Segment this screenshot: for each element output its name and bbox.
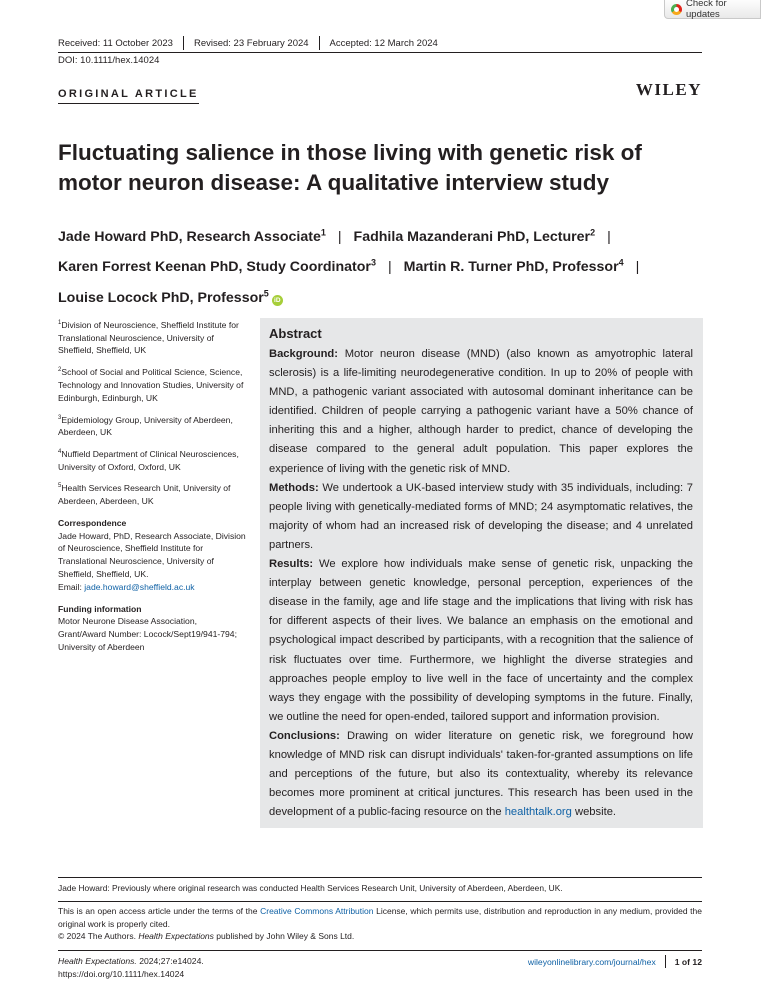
author-list: Jade Howard PhD, Research Associate$^1$ | Fadhila Mazanderani PhD, Lecturer$^2$ | Karen Forrest Keenan PhD, Study Coordinator$^3$ | Martin R. Turner PhD, Professor$^4$ | Louise Locock PhD, Professor$^5$iD xyxy=(58,227,640,307)
left-column xyxy=(58,317,246,654)
correspondence-text: Jade Howard, PhD, Research Associate, Division of Neuroscience, Sheffield Institute for Translational Neuroscience, University of Sheffield, Sheffield, UK. xyxy=(58,530,246,580)
abstract-conclusions: Conclusions: Drawing on wider literature on genetic risk, we foreground how knowledge of MND risk can disrupt individuals' taken-for-granted assumptions on life and perceptions of the future, but also its contextuality, whereby its relevance becomes more prominent at critical junctures. This research has been used in the development of a public-facing resource on the healthtalk.org website. xyxy=(269,729,694,819)
check-for-updates-label: Check for updates xyxy=(686,0,727,20)
affiliation: $^4$Nuffield Department of Clinical Neurosciences, University of Oxford, Oxford, UK xyxy=(58,448,239,472)
header-rule xyxy=(58,52,702,53)
revised-date: Revised: 23 February 2024 xyxy=(193,37,309,49)
affiliation: $^2$School of Social and Political Science, Science, Technology and Innovation Studies, University of Edinburgh, Edinburgh, UK xyxy=(58,367,244,403)
affiliation: $^3$Epidemiology Group, University of Aberdeen, Aberdeen, UK xyxy=(58,414,233,438)
license-text: This is an open access article under the terms of the Creative Commons Attribution License, which permits use, distribution and reproduction in any medium, provided the original work is properly cited. © 2024 The Authors. Health Expectations published by John Wiley & Sons Ltd. xyxy=(58,906,702,941)
correspondence-label: Correspondence xyxy=(58,517,127,528)
abstract-methods: Methods: We undertook a UK-based interview study with 35 individuals, including: 7 people living with genetically-mediated forms of MND; 24 asymptomatic relatives, the majority of whom had an increased risk of developing the disease; and 4 unrelated partners. xyxy=(269,481,694,551)
funding-label: Funding information xyxy=(58,603,142,614)
author: Fadhila Mazanderani PhD, Lecturer$^2$ xyxy=(353,227,596,245)
copyright: © 2024 The Authors. Health Expectations published by John Wiley & Sons Ltd. xyxy=(58,931,355,941)
article-dates xyxy=(58,36,438,50)
author: Karen Forrest Keenan PhD, Study Coordinator$^3$ xyxy=(58,257,376,276)
divider xyxy=(665,955,666,968)
healthtalk-link[interactable]: healthtalk.org xyxy=(504,806,572,819)
publisher-logo: WILEY xyxy=(635,80,702,99)
article-type: ORIGINAL ARTICLE xyxy=(58,88,199,104)
orcid-icon[interactable]: iD xyxy=(272,295,283,306)
correspondence-email: Email: jade.howard@sheffield.ac.uk xyxy=(58,581,195,592)
footer-doi-link[interactable]: https://doi.org/10.1111/hex.14024 xyxy=(58,969,185,979)
check-for-updates-button[interactable] xyxy=(664,0,761,19)
crossmark-icon xyxy=(671,4,682,15)
footer-right xyxy=(528,955,702,968)
abstract-heading: Abstract xyxy=(269,326,322,341)
cc-license-link[interactable]: Creative Commons Attribution xyxy=(260,906,374,916)
license-rule xyxy=(58,901,702,902)
footer-citation: Health Expectations. 2024;27:e14024. https://doi.org/10.1111/hex.14024 xyxy=(58,956,204,979)
affiliation: $^1$Division of Neuroscience, Sheffield Institute for Translational Neuroscience, University of Sheffield, Sheffield, UK xyxy=(58,319,239,356)
abstract-results: Results: We explore how individuals make sense of genetic risk, unpacking the interplay between genetic knowledge, personal perception, experiences of the disease in the family, age and life stage and the implications that living with risk has for different aspects of their lives. We balance an emphasis on the emotional and psychological impact described by participants, with a recognition that the salience of risk fluctuates over time. Furthermore, we highlight the diverse strategies and approaches people employ to live well in the face of uncertainty and the complex ways they engage with the possibility of developing symptoms in the future. Finally, we outline the need for open-ended, tailored support and information provision. xyxy=(269,558,694,723)
author: Louise Locock PhD, Professor$^5$ xyxy=(58,288,269,307)
author: Jade Howard PhD, Research Associate$^1$ xyxy=(58,227,326,245)
author: Martin R. Turner PhD, Professor$^4$ xyxy=(403,257,624,276)
abstract-background: Background: Motor neuron disease (MND) (also known as amyotrophic lateral sclerosis) is a life-limiting neurodegenerative condition. In up to 20% of people with MND, a pathogenic variant associated with autosomal dominant inheritance can be identified. Children of people carrying a pathogenic variant have a 50% chance of inheriting this and a higher, although harder to predict, chance of developing the disease compared to the general adult population. This paper explores the experience of living with the genetic risk of MND. xyxy=(269,348,693,475)
accepted-date: Accepted: 12 March 2024 xyxy=(329,37,438,49)
author-footnote: Jade Howard: Previously where original research was conducted Health Services Research Unit, University of Aberdeen, Aberdeen, UK. xyxy=(58,883,563,893)
divider xyxy=(319,36,320,50)
abstract-box xyxy=(260,318,703,828)
footer-rule xyxy=(58,950,702,951)
divider xyxy=(183,36,184,50)
email-link[interactable]: jade.howard@sheffield.ac.uk xyxy=(84,581,195,592)
affiliation: $^5$Health Services Research Unit, University of Aberdeen, Aberdeen, UK xyxy=(58,483,231,507)
article-title: Fluctuating salience in those living with genetic risk of motor neuron disease: A qualitative interview study xyxy=(58,140,642,195)
funding-text: Motor Neurone Disease Association, Grant/Award Number: Locock/Sept19/941-794; University of Aberdeen xyxy=(58,616,237,653)
footnote-rule xyxy=(58,877,702,878)
page-number: 1 of 12 xyxy=(674,956,702,967)
journal-site-link[interactable]: wileyonlinelibrary.com/journal/hex xyxy=(527,956,656,967)
doi: DOI: 10.1111/hex.14024 xyxy=(58,55,160,66)
received-date: Received: 11 October 2023 xyxy=(58,37,173,49)
